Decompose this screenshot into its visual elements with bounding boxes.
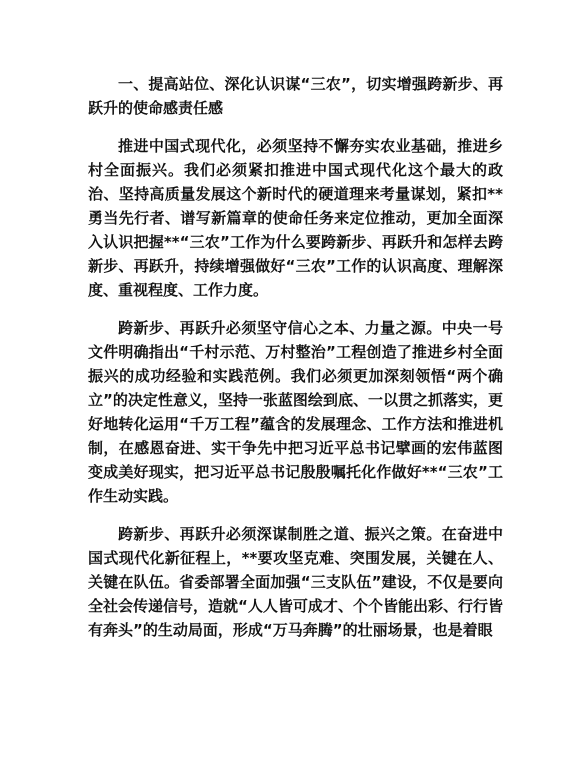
- paragraph-3: 跨新步、再跃升必须深谋制胜之道、振兴之策。在奋进中国式现代化新征程上，**要攻坚克难、突围发展，关键在人、关键在队伍。省委部署全面加强“三支队伍”建设，不仅是要向全社会传递信号，造就“人人皆可成才、个个皆能出彩、行行皆有奔头”的生动局面，形成“万马奔腾”的壮丽场景，也是着眼: [88, 525, 503, 639]
- paragraph-2: 跨新步、再跃升必须坚守信心之本、力量之源。中央一号文件明确指出“千村示范、万村整治”工程创造了推进乡村全面振兴的成功经验和实践范例。我们必须更加深刻领悟“两个确立”的决定性意义，坚持一张蓝图绘到底、一以贯之抓落实，更好地转化运用“千万工程”蕴含的发展理念、工作方法和推进机制，在感恩奋进、实干争先中把习近平总书记擘画的宏伟蓝图变成美好现实，把习近平总书记殷殷嘱托化作做好**“三农”工作生动实践。: [88, 319, 503, 505]
- section-heading: 一、提高站位、深化认识谋“三农”，切实增强跨新步、再跃升的使命感责任感: [88, 75, 503, 117]
- paragraph-1: 推进中国式现代化，必须坚持不懈夯实农业基础，推进乡村全面振兴。我们必须紧扣推进中国式现代化这个最大的政治、坚持高质量发展这个新时代的硬道理来考量谋划，紧扣**勇当先行者、谱写新篇章的使命任务来定位推动，更加全面深入认识把握**“三农”工作为什么要跨新步、再跃升和怎样去跨新步、再跃升，持续增强做好“三农”工作的认识高度、理解深度、重视程度、工作力度。: [88, 137, 503, 299]
- document-body: [88, 72, 503, 656]
